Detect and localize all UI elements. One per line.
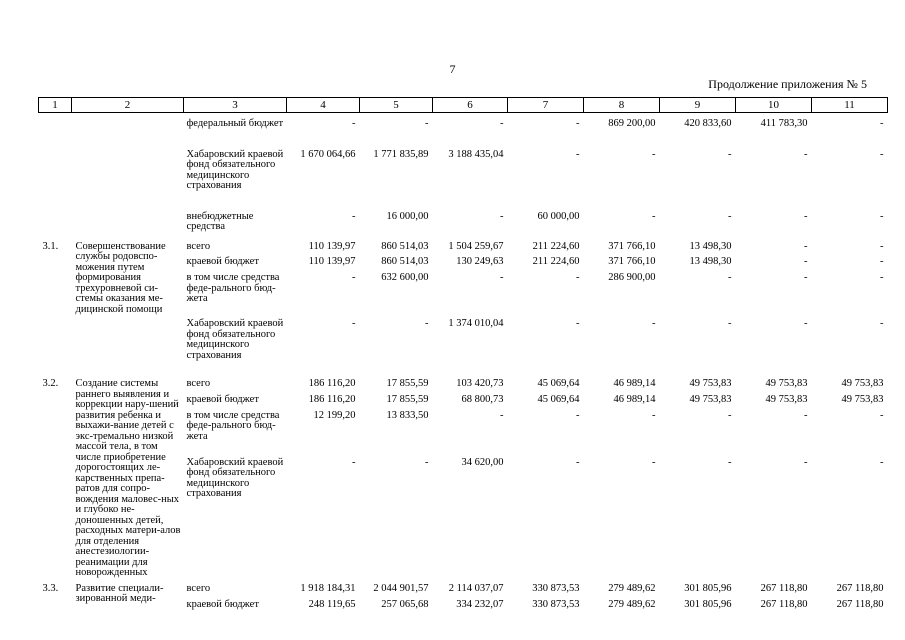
amount-cell: 3 188 435,04 <box>448 148 504 160</box>
amount-cell: - <box>804 240 808 252</box>
table-row <box>39 113 888 145</box>
amount-cell: 267 118,80 <box>836 582 884 594</box>
amount-cell: 330 873,53 <box>532 582 580 594</box>
amount-cell: 1 771 835,89 <box>373 148 429 160</box>
amount-cell: - <box>576 148 580 160</box>
amount-cell: - <box>425 118 429 129</box>
amount-cell: - <box>500 409 504 421</box>
amount-cell: - <box>728 409 732 421</box>
amount-cell: 68 800,73 <box>461 393 504 405</box>
amount-cell: - <box>652 318 656 329</box>
funding-source: внебюджетные средства <box>186 210 254 232</box>
amount-cell: 46 989,14 <box>613 378 656 389</box>
amount-cell: - <box>500 118 504 129</box>
amount-cell: - <box>728 318 732 329</box>
funding-source: в том числе средства феде-рального бюд-жета <box>186 272 280 304</box>
amount-cell: 330 873,53 <box>532 598 580 610</box>
amount-cell: - <box>652 148 656 160</box>
column-number-11: 11 <box>812 98 888 113</box>
amount-cell: 371 766,10 <box>608 256 656 267</box>
amount-cell: - <box>804 318 808 329</box>
amount-cell: 49 753,83 <box>765 393 808 405</box>
appendix-title: Продолжение приложения № 5 <box>708 77 867 91</box>
amount-cell: 13 498,30 <box>689 256 732 267</box>
column-number-7: 7 <box>508 98 584 113</box>
amount-cell: 16 000,00 <box>386 210 429 222</box>
amount-cell: 632 600,00 <box>381 272 429 283</box>
amount-cell: - <box>880 318 884 329</box>
table-row <box>39 374 888 390</box>
amount-cell: 420 833,60 <box>684 118 732 129</box>
amount-cell: 34 620,00 <box>461 456 504 468</box>
amount-cell: 286 900,00 <box>608 272 656 283</box>
funding-source: федеральный бюджет <box>186 118 284 129</box>
funding-source: в том числе средства феде-рального бюд-жета <box>186 409 280 442</box>
amount-cell: 267 118,80 <box>760 582 808 594</box>
program-funding-table <box>38 97 888 611</box>
activity-name: Создание системы раннего выявления и коррекции нару-шений развития ребенка и выхажи-вание детей с экс-тремально низкой массой тела, в том числе приобретение дорогостоящих ле-карственных препа-ратов для сопро-вождения маловес-ных и глубоко не-доношенных детей, расходных матери-алов для отделения анестезиологии-реанимации для новорожденных <box>75 378 181 578</box>
amount-cell: 279 489,62 <box>608 582 656 594</box>
amount-cell: 186 116,20 <box>308 393 356 405</box>
column-number-5: 5 <box>360 98 433 113</box>
amount-cell: 17 855,59 <box>386 393 429 405</box>
amount-cell: - <box>576 318 580 329</box>
amount-cell: 248 119,65 <box>308 598 356 610</box>
amount-cell: - <box>500 210 504 222</box>
amount-cell: - <box>652 456 656 468</box>
amount-cell: 1 374 010,04 <box>448 318 504 329</box>
amount-cell: 267 118,80 <box>760 598 808 610</box>
column-number-6: 6 <box>433 98 508 113</box>
amount-cell: - <box>880 256 884 267</box>
amount-cell: 1 918 184,31 <box>300 582 356 594</box>
amount-cell: 279 489,62 <box>608 598 656 610</box>
amount-cell: 12 199,20 <box>313 409 356 421</box>
amount-cell: 49 753,83 <box>765 378 808 389</box>
row-code: 3.3. <box>42 582 59 594</box>
column-number-8: 8 <box>584 98 660 113</box>
amount-cell: 860 514,03 <box>381 240 429 252</box>
amount-cell: - <box>880 456 884 468</box>
amount-cell: - <box>425 318 429 329</box>
amount-cell: 411 783,30 <box>760 118 808 129</box>
table-row <box>39 237 888 253</box>
column-number-4: 4 <box>287 98 360 113</box>
table-row <box>39 145 888 207</box>
amount-cell: 45 069,64 <box>537 378 580 389</box>
amount-cell: - <box>804 148 808 160</box>
amount-cell: 13 833,50 <box>386 409 429 421</box>
amount-cell: 103 420,73 <box>456 378 504 389</box>
amount-cell: - <box>804 456 808 468</box>
table-header <box>39 98 888 113</box>
amount-cell: 186 116,20 <box>308 378 356 389</box>
amount-cell: - <box>804 256 808 267</box>
column-number-9: 9 <box>660 98 736 113</box>
column-number-2: 2 <box>72 98 184 113</box>
amount-cell: - <box>652 210 656 222</box>
amount-cell: 130 249,63 <box>456 256 504 267</box>
funding-source: всего <box>186 582 211 594</box>
amount-cell: - <box>728 210 732 222</box>
row-code: 3.1. <box>42 240 59 252</box>
amount-cell: - <box>880 409 884 421</box>
amount-cell: - <box>804 409 808 421</box>
row-code: 3.2. <box>42 378 59 389</box>
amount-cell: - <box>728 272 732 283</box>
amount-cell: 45 069,64 <box>537 393 580 405</box>
amount-cell: 49 753,83 <box>689 393 732 405</box>
amount-cell: - <box>352 210 356 222</box>
row-code <box>39 207 72 237</box>
amount-cell: - <box>804 272 808 283</box>
amount-cell: 211 224,60 <box>532 240 580 252</box>
amount-cell: 1 504 259,67 <box>448 240 504 252</box>
amount-cell: - <box>880 210 884 222</box>
amount-cell: 301 805,96 <box>684 598 732 610</box>
row-code <box>39 113 72 145</box>
amount-cell: 869 200,00 <box>608 118 656 129</box>
amount-cell: 211 224,60 <box>532 256 580 267</box>
amount-cell: - <box>576 409 580 421</box>
amount-cell: - <box>576 456 580 468</box>
amount-cell: - <box>880 272 884 283</box>
amount-cell: - <box>804 210 808 222</box>
row-code <box>39 145 72 207</box>
amount-cell: 60 000,00 <box>537 210 580 222</box>
funding-source: Хабаровский краевой фонд обязательного медицинского страхования <box>186 148 284 191</box>
funding-source: всего <box>186 240 211 252</box>
funding-source: краевой бюджет <box>186 598 259 610</box>
amount-cell: 49 753,83 <box>689 378 732 389</box>
amount-cell: 334 232,07 <box>456 598 504 610</box>
amount-cell: 2 114 037,07 <box>448 582 504 594</box>
table-row <box>39 207 888 237</box>
amount-cell: - <box>352 318 356 329</box>
amount-cell: 257 065,68 <box>381 598 429 610</box>
funding-source: краевой бюджет <box>186 256 259 267</box>
funding-source: краевой бюджет <box>186 393 259 405</box>
table-body <box>39 113 888 611</box>
amount-cell: 301 805,96 <box>684 582 732 594</box>
activity-name <box>72 113 184 145</box>
amount-cell: 110 139,97 <box>308 240 356 252</box>
table-row <box>39 579 888 595</box>
amount-cell: - <box>500 272 504 283</box>
amount-cell: 860 514,03 <box>381 256 429 267</box>
amount-cell: - <box>352 456 356 468</box>
activity-name: Развитие специали-зированной меди- <box>75 582 164 604</box>
funding-source: Хабаровский краевой фонд обязательного медицинского страхования <box>186 456 284 500</box>
amount-cell: 17 855,59 <box>386 378 429 389</box>
activity-name <box>72 207 184 237</box>
amount-cell: 267 118,80 <box>836 598 884 610</box>
column-number-10: 10 <box>736 98 812 113</box>
amount-cell: - <box>576 118 580 129</box>
column-number-3: 3 <box>184 98 287 113</box>
amount-cell: 46 989,14 <box>613 393 656 405</box>
activity-name <box>72 145 184 207</box>
amount-cell: - <box>880 240 884 252</box>
amount-cell: 371 766,10 <box>608 240 656 252</box>
amount-cell: - <box>425 456 429 468</box>
amount-cell: - <box>652 409 656 421</box>
page-number: 7 <box>449 62 456 76</box>
amount-cell: - <box>352 272 356 283</box>
column-number-1: 1 <box>39 98 72 113</box>
funding-source: Хабаровский краевой фонд обязательного медицинского страхования <box>186 318 284 361</box>
amount-cell: - <box>880 148 884 160</box>
amount-cell: - <box>352 118 356 129</box>
amount-cell: - <box>728 148 732 160</box>
amount-cell: 49 753,83 <box>841 378 884 389</box>
activity-name: Совершенствование службы родовспо-можения путем формирования трехуровневой си-стемы оказания ме-дицинской помощи <box>75 240 166 315</box>
amount-cell: 110 139,97 <box>308 256 356 267</box>
amount-cell: - <box>728 456 732 468</box>
amount-cell: - <box>576 272 580 283</box>
amount-cell: 2 044 901,57 <box>373 582 429 594</box>
amount-cell: 49 753,83 <box>841 393 884 405</box>
amount-cell: 1 670 064,66 <box>300 148 356 160</box>
amount-cell: 13 498,30 <box>689 240 732 252</box>
amount-cell: - <box>880 118 884 129</box>
funding-source: всего <box>186 378 211 389</box>
